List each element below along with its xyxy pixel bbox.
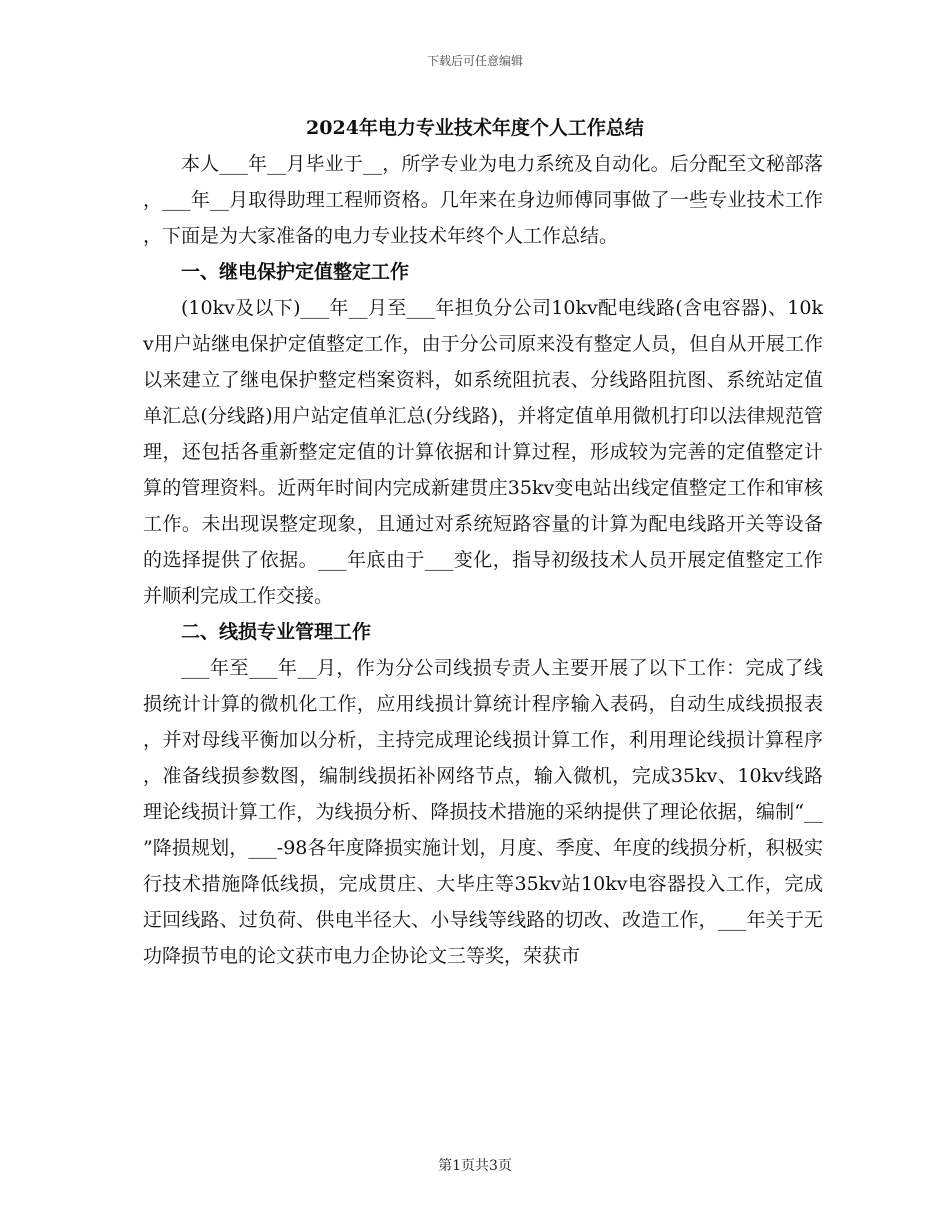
page-header-note: 下载后可任意编辑 (426, 54, 523, 68)
document-title: 2024年电力专业技术年度个人工作总结 (306, 117, 644, 139)
document-body (143, 146, 823, 974)
section-heading-relay-protection: 一、继电保护定值整定工作 (181, 261, 410, 283)
section-heading-line-loss: 二、线损专业管理工作 (181, 621, 372, 643)
section-body-line-loss: ___年至___年__月，作为分公司线损专责人主要开展了以下工作：完成了线损统计计算的微机化工作，应用线损计算统计程序输入表码，自动生成线损报表，并对母线平衡加以分析，主持完成理论线损计算工作，利用理论线损计算程序，准备线损参数图，编制线损拓补网络节点，输入微机，完成35kv、10kv线路理论线损计算工作，为线损分析、降损技术措施的采纳提供了理论依据，编制“__”降损规划，___-98各年度降损实施计划，月度、季度、年度的线损分析，积极实行技术措施降低线损，完成贯庄、大毕庄等35kv站10kv电容器投入工作，完成迂回线路、过负荷、供电半径大、小导线等线路的切改、改造工作，___年关于无功降损节电的论文获市电力企协论文三等奖，荣获市 (143, 657, 823, 967)
intro-paragraph: 本人___年__月毕业于__，所学专业为电力系统及自动化。后分配至文秘部落，___年__月取得助理工程师资格。几年来在身边师傅同事做了一些专业技术工作，下面是为大家准备的电力专业技术年终个人工作总结。 (143, 153, 823, 247)
section-body-relay-protection: (10kv及以下)___年__月至___年担负分公司10kv配电线路(含电容器)、10kv用户站继电保护定值整定工作，由于分公司原来没有整定人员，但自从开展工作以来建立了继电保护整定档案资料，如系统阻抗表、分线路阻抗图、系统站定值单汇总(分线路)用户站定值单汇总(分线路)，并将定值单用微机打印以法律规范管理，还包括各重新整定定值的计算依据和计算过程，形成较为完善的定值整定计算的管理资料。近两年时间内完成新建贯庄35kv变电站出线定值整定工作和审核工作。未出现误整定现象，且通过对系统短路容量的计算为配电线路开关等设备的选择提供了依据。___年底由于___变化，指导初级技术人员开展定值整定工作并顺利完成工作交接。 (143, 297, 823, 607)
page-number: 第1页共3页 (438, 1158, 512, 1174)
